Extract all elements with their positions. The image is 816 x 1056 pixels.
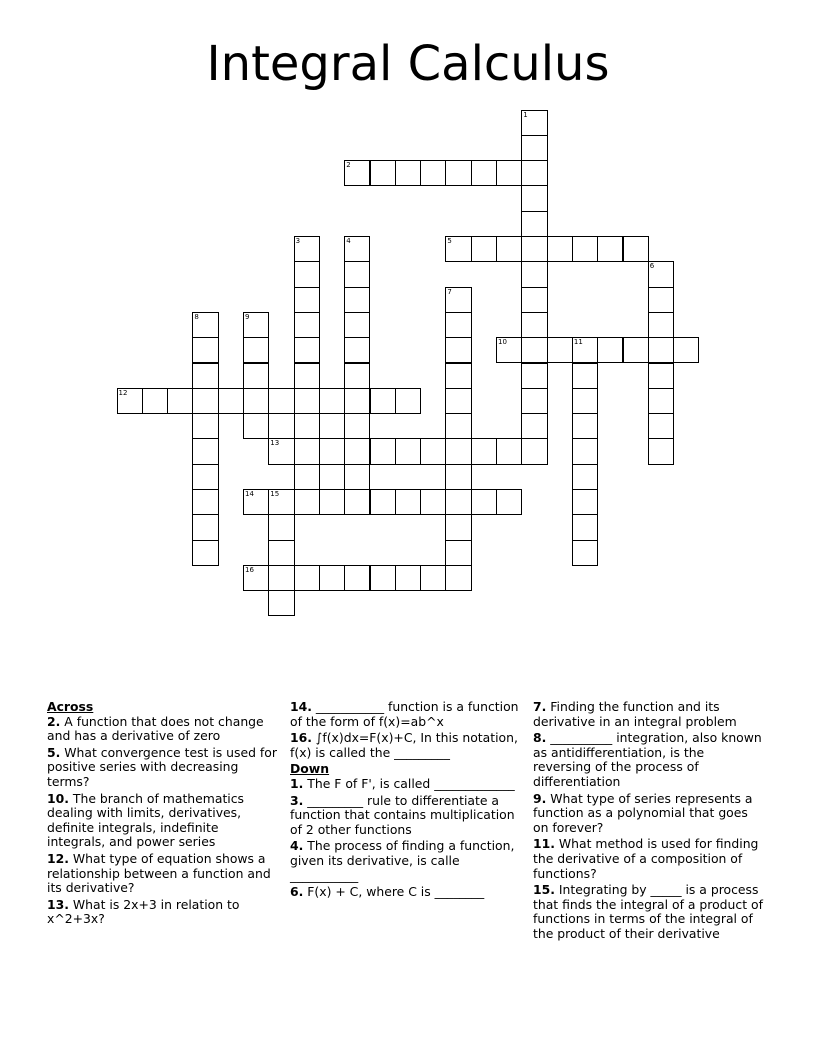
- clue-number: 16: [245, 565, 254, 574]
- grid-cell[interactable]: [445, 236, 471, 262]
- grid-cell[interactable]: [192, 388, 218, 414]
- clues-column-3: [533, 700, 765, 944]
- grid-cell[interactable]: [395, 388, 421, 414]
- grid-cell[interactable]: [445, 312, 471, 338]
- grid-cell[interactable]: [471, 438, 497, 464]
- grid-cell[interactable]: [648, 287, 674, 313]
- grid-cell[interactable]: [319, 565, 345, 591]
- grid-cell[interactable]: [521, 312, 547, 338]
- clue-across-10: 10. The branch of mathematics dealing with limits, derivatives, definite integrals, indefinite integrals, and power series: [47, 790, 245, 850]
- grid-cell[interactable]: [496, 438, 522, 464]
- grid-cell[interactable]: [294, 565, 320, 591]
- grid-cell[interactable]: [521, 261, 547, 287]
- grid-cell[interactable]: [294, 489, 320, 515]
- grid-cell[interactable]: [648, 312, 674, 338]
- grid-cell[interactable]: [294, 413, 320, 439]
- grid-cell[interactable]: [547, 337, 573, 363]
- grid-cell[interactable]: [648, 438, 674, 464]
- grid-cell[interactable]: [370, 438, 396, 464]
- grid-cell[interactable]: [572, 337, 598, 363]
- grid-cell[interactable]: [344, 312, 370, 338]
- clue-down-9: 9. What type of series represents a function as a polynomial that goes on forever?: [533, 790, 753, 835]
- clue-down-15: 15. Integrating by _____ is a process that finds the integral of a product of functions in terms of the integral of the product of their derivative: [533, 882, 763, 941]
- clue-across-5: 5. What convergence test is used for positive series with decreasing terms?: [47, 744, 277, 789]
- grid-cell[interactable]: [268, 388, 294, 414]
- grid-cell[interactable]: [192, 489, 218, 515]
- grid-cell[interactable]: [192, 514, 218, 540]
- clue-down-4: 4. The process of finding a function, given its derivative, is calle ___________: [290, 838, 515, 883]
- grid-cell[interactable]: [294, 438, 320, 464]
- grid-cell[interactable]: [572, 464, 598, 490]
- grid-cell[interactable]: [243, 388, 269, 414]
- grid-cell[interactable]: [243, 565, 269, 591]
- grid-cell[interactable]: [623, 337, 649, 363]
- grid-cell[interactable]: [344, 489, 370, 515]
- grid-cell[interactable]: [167, 388, 193, 414]
- grid-cell[interactable]: [445, 388, 471, 414]
- grid-cell[interactable]: [445, 287, 471, 313]
- grid-cell[interactable]: [445, 540, 471, 566]
- grid-cell[interactable]: [395, 438, 421, 464]
- grid-cell[interactable]: [496, 236, 522, 262]
- grid-cell[interactable]: [192, 413, 218, 439]
- grid-cell[interactable]: [445, 438, 471, 464]
- clue-down-6: 6. F(x) + C, where C is ________: [290, 884, 485, 900]
- grid-cell[interactable]: [294, 261, 320, 287]
- clue-down-8: 8. __________ integration, also known as antidifferentiation, is the reversing of the process of differentiation: [533, 730, 762, 789]
- grid-cell[interactable]: [344, 565, 370, 591]
- clue-number: 2: [346, 161, 351, 170]
- grid-cell[interactable]: [445, 464, 471, 490]
- across-heading: Across: [47, 699, 94, 714]
- grid-cell[interactable]: [192, 312, 218, 338]
- grid-cell[interactable]: [192, 464, 218, 490]
- grid-cell[interactable]: [294, 287, 320, 313]
- clue-number: 4: [346, 237, 351, 245]
- grid-cell[interactable]: [572, 438, 598, 464]
- clues-column-1: [47, 700, 279, 929]
- grid-cell[interactable]: [648, 363, 674, 389]
- grid-cell[interactable]: [521, 160, 547, 186]
- grid-cell[interactable]: [243, 312, 269, 338]
- grid-cell[interactable]: [445, 565, 471, 591]
- grid-cell[interactable]: [521, 185, 547, 211]
- grid-cell[interactable]: [370, 160, 396, 186]
- grid-cell[interactable]: [294, 236, 320, 262]
- grid-cell[interactable]: [521, 287, 547, 313]
- grid-cell[interactable]: [471, 489, 497, 515]
- grid-cell[interactable]: [521, 211, 547, 237]
- grid-cell[interactable]: [572, 489, 598, 515]
- clue-number: 7: [447, 287, 452, 296]
- grid-cell[interactable]: [648, 261, 674, 287]
- grid-cell[interactable]: [268, 565, 294, 591]
- clue-number: 8: [194, 312, 199, 321]
- grid-cell[interactable]: [268, 489, 294, 515]
- grid-cell[interactable]: [597, 337, 623, 363]
- clue-across-12: 12. What type of equation shows a relationship between a function and its derivative?: [47, 850, 271, 896]
- grid-cell[interactable]: [521, 110, 547, 136]
- clue-across-2: 2. A function that does not change and has a derivative of zero: [47, 713, 264, 744]
- grid-cell[interactable]: [192, 363, 218, 389]
- grid-cell[interactable]: [344, 438, 370, 464]
- grid-cell[interactable]: [445, 489, 471, 515]
- clue-across-13: 13. What is 2x+3 in relation to x^2+3x?: [47, 896, 240, 927]
- grid-cell[interactable]: [648, 388, 674, 414]
- clue-down-11: 11. What method is used for finding the derivative of a composition of functions?: [533, 836, 759, 881]
- grid-cell[interactable]: [572, 236, 598, 262]
- clue-number: 12: [118, 388, 128, 397]
- grid-cell[interactable]: [268, 540, 294, 566]
- grid-cell[interactable]: [344, 261, 370, 287]
- grid-cell[interactable]: [420, 438, 446, 464]
- clue-number: 5: [447, 237, 452, 245]
- grid-cell[interactable]: [319, 388, 345, 414]
- grid-cell[interactable]: [496, 489, 522, 515]
- grid-cell[interactable]: [445, 160, 471, 186]
- grid-cell[interactable]: [192, 540, 218, 566]
- clue-number: 15: [270, 490, 280, 498]
- clue-number: 13: [270, 439, 280, 448]
- grid-cell[interactable]: [294, 337, 320, 363]
- clue-down-7: 7. Finding the function and its derivative in an integral problem: [533, 699, 737, 729]
- grid-cell[interactable]: [344, 236, 370, 262]
- clue-across-14: 14. ___________ function is a function of the form of f(x)=ab^x: [290, 699, 519, 729]
- clue-number: 10: [498, 338, 507, 347]
- grid-cell[interactable]: [471, 160, 497, 186]
- grid-cell[interactable]: [294, 464, 320, 490]
- grid-cell[interactable]: [572, 540, 598, 566]
- grid-cell[interactable]: [344, 337, 370, 363]
- grid-cell[interactable]: [268, 514, 294, 540]
- grid-cell[interactable]: [471, 236, 497, 262]
- grid-cell[interactable]: [420, 489, 446, 515]
- grid-cell[interactable]: [243, 337, 269, 363]
- grid-cell[interactable]: [319, 489, 345, 515]
- grid-cell[interactable]: [294, 388, 320, 414]
- grid-cell[interactable]: [572, 413, 598, 439]
- grid-cell[interactable]: [420, 565, 446, 591]
- grid-cell[interactable]: [395, 489, 421, 515]
- grid-cell[interactable]: [294, 363, 320, 389]
- grid-cell[interactable]: [445, 514, 471, 540]
- grid-cell[interactable]: [192, 438, 218, 464]
- grid-cell[interactable]: [243, 489, 269, 515]
- page-title: Integral Calculus: [206, 36, 610, 92]
- grid-cell[interactable]: [597, 236, 623, 262]
- clue-number: 6: [649, 262, 655, 271]
- grid-cell[interactable]: [395, 565, 421, 591]
- grid-cell[interactable]: [344, 413, 370, 439]
- grid-cell[interactable]: [243, 413, 269, 439]
- grid-cell[interactable]: [420, 160, 446, 186]
- grid-cell[interactable]: [445, 413, 471, 439]
- grid-cell[interactable]: [344, 464, 370, 490]
- grid-cell[interactable]: [344, 388, 370, 414]
- grid-cell[interactable]: [344, 287, 370, 313]
- clue-number: 1: [523, 110, 528, 119]
- grid-cell[interactable]: [370, 388, 396, 414]
- grid-cell[interactable]: [370, 489, 396, 515]
- clue-number: 9: [245, 312, 250, 321]
- grid-cell[interactable]: [521, 236, 547, 262]
- grid-cell[interactable]: [521, 388, 547, 414]
- clue-down-1: 1. The F of F', is called _____________: [290, 775, 515, 791]
- grid-cell[interactable]: [192, 337, 218, 363]
- grid-cell[interactable]: [572, 363, 598, 389]
- grid-cell[interactable]: [218, 388, 244, 414]
- grid-cell[interactable]: [445, 337, 471, 363]
- grid-cell[interactable]: [648, 337, 674, 363]
- grid-cell[interactable]: [142, 388, 168, 414]
- clues-column-2: [290, 700, 522, 902]
- grid-cell[interactable]: [117, 388, 143, 414]
- grid-cell[interactable]: [243, 363, 269, 389]
- grid-cell[interactable]: [547, 236, 573, 262]
- grid-cell[interactable]: [319, 438, 345, 464]
- grid-cell[interactable]: [521, 413, 547, 439]
- clue-down-3: 3. _________ rule to differentiate a function that contains multiplication of 2 other functions: [290, 792, 515, 837]
- grid-cell[interactable]: [344, 363, 370, 389]
- grid-cell[interactable]: [521, 438, 547, 464]
- grid-cell[interactable]: [445, 363, 471, 389]
- grid-cell[interactable]: [521, 337, 547, 363]
- clue-number: 3: [295, 237, 301, 245]
- grid-cell[interactable]: [521, 135, 547, 161]
- grid-cell[interactable]: [623, 236, 649, 262]
- grid-cell[interactable]: [268, 438, 294, 464]
- grid-cell[interactable]: [268, 590, 294, 616]
- grid-cell[interactable]: [572, 514, 598, 540]
- grid-cell[interactable]: [370, 565, 396, 591]
- clue-number: 14: [245, 490, 254, 498]
- grid-cell[interactable]: [572, 388, 598, 414]
- grid-cell[interactable]: [395, 160, 421, 186]
- grid-cell[interactable]: [496, 337, 522, 363]
- grid-cell[interactable]: [648, 413, 674, 439]
- grid-cell[interactable]: [673, 337, 699, 363]
- grid-cell[interactable]: [496, 160, 522, 186]
- grid-cell[interactable]: [294, 312, 320, 338]
- down-heading: Down: [290, 761, 330, 777]
- grid-cell[interactable]: [521, 363, 547, 389]
- clue-number: 11: [573, 338, 583, 347]
- grid-cell[interactable]: [344, 160, 370, 186]
- clue-across-16: 16. ∫f(x)dx=F(x)+C, In this notation, f(x) is called the _________: [290, 730, 518, 760]
